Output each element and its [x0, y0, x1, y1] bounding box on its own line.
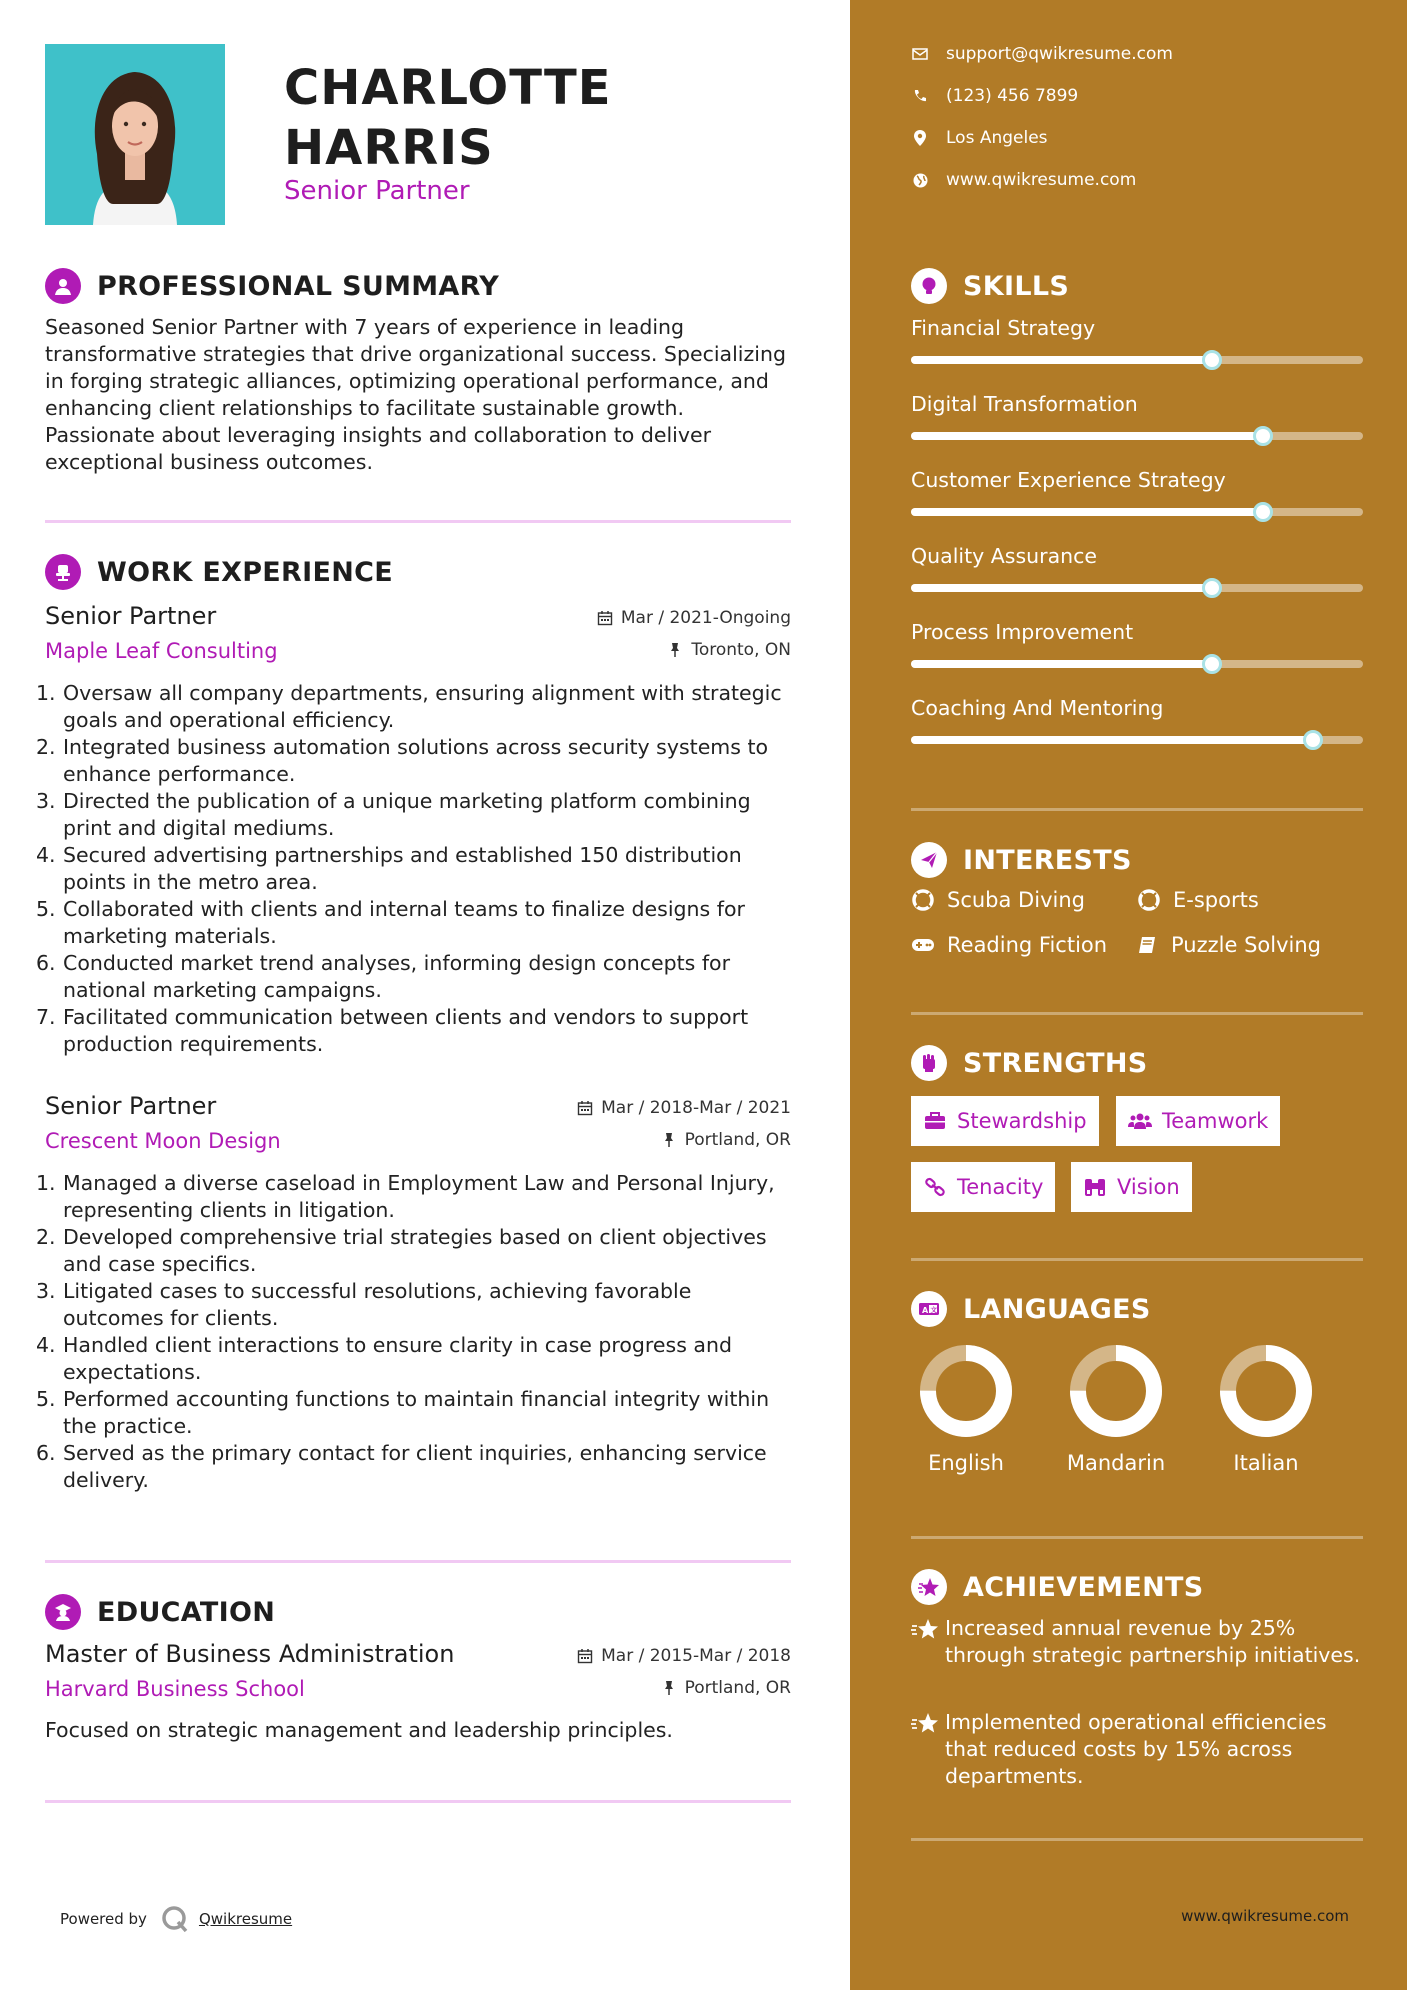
skill-bar [911, 584, 1363, 592]
graduate-icon [45, 1594, 81, 1630]
skill-bar-knob [1303, 730, 1323, 750]
job-duty-item [36, 950, 796, 1004]
contact-email[interactable] [911, 44, 1173, 64]
list-number: 6. [36, 951, 56, 975]
job-role: Senior Partner [45, 602, 217, 630]
pin-icon [661, 1680, 677, 1696]
work-heading: WORK EXPERIENCE [97, 556, 393, 588]
list-number: 1. [36, 681, 56, 705]
job-duty-text: Collaborated with clients and internal teams to finalize designs for marketing materials. [63, 897, 745, 948]
job-location [661, 1130, 791, 1150]
job-duty-text: Handled client interactions to ensure clarity in case progress and expectations. [63, 1333, 732, 1384]
skill-bar-fill [911, 584, 1212, 592]
envelope-icon [911, 45, 929, 63]
job-duty-text: Served as the primary contact for client inquiries, enhancing service delivery. [63, 1441, 767, 1492]
calendar-icon [577, 1648, 593, 1664]
skill-bar-knob [1253, 426, 1273, 446]
contact-website[interactable] [911, 170, 1136, 190]
skill-item [911, 468, 1363, 492]
work-section-header [45, 554, 393, 590]
list-number: 4. [36, 843, 56, 867]
life-ring-icon [1137, 888, 1161, 912]
education-location-text: Portland, OR [684, 1678, 791, 1698]
language-level-ring [1068, 1343, 1164, 1439]
interest-item [911, 888, 1085, 912]
life-ring-icon [911, 888, 935, 912]
education-location [661, 1678, 791, 1698]
sidebar-divider [911, 808, 1363, 811]
job-location [667, 640, 791, 660]
skill-bar [911, 508, 1363, 516]
job-date-text: Mar / 2018-Mar / 2021 [601, 1098, 791, 1118]
svg-text:A: A [922, 1306, 929, 1315]
job-date [597, 608, 791, 628]
phone-icon [911, 87, 929, 105]
divider [45, 520, 791, 523]
interests-section-header [911, 842, 1132, 878]
skill-item [911, 620, 1363, 644]
job-duty-text: Oversaw all company departments, ensuring alignment with strategic goals and operational efficiency. [63, 681, 782, 732]
job-location-text: Toronto, ON [691, 640, 791, 660]
education-heading: EDUCATION [97, 1596, 276, 1628]
skill-label: Financial Strategy [911, 316, 1096, 340]
sidebar-divider [911, 1838, 1363, 1841]
achievement-item [911, 1709, 1363, 1790]
job-duty-text: Performed accounting functions to maintain financial integrity within the practice. [63, 1387, 770, 1438]
list-number: 7. [36, 1005, 56, 1029]
footer-url[interactable]: www.qwikresume.com [1181, 1907, 1349, 1925]
interest-item [1135, 933, 1321, 957]
language-item [911, 1343, 1021, 1475]
calendar-icon [577, 1100, 593, 1116]
education-description: Focused on strategic management and leadership principles. [45, 1718, 673, 1742]
candidate-title: Senior Partner [284, 176, 470, 206]
job-duty-item [36, 896, 796, 950]
strength-label: Teamwork [1162, 1109, 1269, 1133]
language-icon [911, 1291, 947, 1327]
powered-by [60, 1905, 292, 1933]
job-company: Crescent Moon Design [45, 1129, 281, 1153]
contact-location-text: Los Angeles [946, 128, 1048, 148]
briefcase-icon [923, 1109, 947, 1133]
job-duties-list [36, 680, 796, 1058]
list-number: 2. [36, 735, 56, 759]
job-duty-text: Developed comprehensive trial strategies based on client objectives and case specifics. [63, 1225, 767, 1276]
language-name: Mandarin [1066, 1451, 1166, 1475]
skill-item [911, 316, 1363, 340]
strength-label: Stewardship [957, 1109, 1087, 1133]
list-number: 3. [36, 1279, 56, 1303]
job-date [577, 1098, 791, 1118]
skill-bar [911, 660, 1363, 668]
job-duty-text: Secured advertising partnerships and established 150 distribution points in the metro area. [63, 843, 742, 894]
strength-tag [911, 1162, 1055, 1212]
skill-bar-knob [1253, 502, 1273, 522]
pin-icon [661, 1132, 677, 1148]
job-company: Maple Leaf Consulting [45, 639, 278, 663]
job-duty-text: Litigated cases to successful resolutions, achieving favorable outcomes for clients. [63, 1279, 692, 1330]
job-role: Senior Partner [45, 1092, 217, 1120]
qwikresume-link[interactable]: Qwikresume [198, 1910, 293, 1928]
skill-bar-fill [911, 432, 1263, 440]
job-duty-item [36, 1004, 796, 1058]
globe-icon [911, 171, 929, 189]
languages-section-header [911, 1291, 1151, 1327]
list-number: 4. [36, 1333, 56, 1357]
interest-label: Reading Fiction [947, 933, 1108, 957]
strength-tag [1071, 1162, 1192, 1212]
job-location-text: Portland, OR [684, 1130, 791, 1150]
job-duty-item [36, 734, 796, 788]
star-badge-icon [911, 1569, 947, 1605]
list-number: 1. [36, 1171, 56, 1195]
skill-item [911, 544, 1363, 568]
job-duty-text: Managed a diverse caseload in Employment Law and Personal Injury, representing clients in litigation. [63, 1171, 775, 1222]
contact-website-text: www.qwikresume.com [946, 170, 1137, 190]
link-icon [923, 1175, 947, 1199]
svg-text:文: 文 [930, 1306, 937, 1314]
achievements-section-header [911, 1569, 1204, 1605]
skill-label: Coaching And Mentoring [911, 696, 1164, 720]
qwikresume-logo-icon [161, 1905, 189, 1933]
skill-item [911, 696, 1363, 720]
skill-label: Digital Transformation [911, 392, 1138, 416]
skill-bar [911, 432, 1363, 440]
job-duty-text: Conducted market trend analyses, informing design concepts for national marketing campaigns. [63, 951, 731, 1002]
job-duty-item [36, 1440, 796, 1494]
skill-bar-fill [911, 508, 1263, 516]
sidebar-divider [911, 1012, 1363, 1015]
language-name: English [928, 1451, 1004, 1475]
name-first: CHARLOTTE [284, 60, 612, 116]
skill-item [911, 392, 1363, 416]
users-icon [1128, 1109, 1152, 1133]
language-item [1061, 1343, 1171, 1475]
calendar-icon [597, 610, 613, 626]
pin-icon [667, 642, 683, 658]
strengths-section-header [911, 1045, 1148, 1081]
contact-phone[interactable] [911, 86, 1078, 106]
skills-section-header [911, 268, 1069, 304]
paper-plane-icon [911, 842, 947, 878]
job-duties-list [36, 1170, 796, 1494]
user-icon [45, 268, 81, 304]
briefcase-chair-icon [45, 554, 81, 590]
contact-email-text: support@qwikresume.com [946, 44, 1173, 64]
book-icon [1135, 933, 1159, 957]
interest-item [1137, 888, 1259, 912]
list-number: 2. [36, 1225, 56, 1249]
interest-label: E-sports [1173, 888, 1259, 912]
skill-label: Customer Experience Strategy [911, 468, 1226, 492]
list-number: 5. [36, 897, 56, 921]
degree: Master of Business Administration [45, 1640, 455, 1668]
achievements-heading: ACHIEVEMENTS [963, 1571, 1204, 1603]
job-duty-item [36, 1332, 796, 1386]
strength-label: Tenacity [957, 1175, 1044, 1199]
job-date-text: Mar / 2021-Ongoing [620, 608, 791, 628]
education-section-header [45, 1594, 275, 1630]
sidebar-divider [911, 1536, 1363, 1539]
list-number: 5. [36, 1387, 56, 1411]
summary-heading: PROFESSIONAL SUMMARY [97, 270, 500, 302]
interests-heading: INTERESTS [963, 844, 1132, 876]
education-date-text: Mar / 2015-Mar / 2018 [601, 1646, 791, 1666]
school: Harvard Business School [45, 1677, 305, 1701]
skills-heading: SKILLS [963, 270, 1070, 302]
language-level-ring [918, 1343, 1014, 1439]
job-duty-text: Directed the publication of a unique marketing platform combining print and digital mediums. [63, 789, 751, 840]
star-icon [911, 1709, 945, 1790]
summary-section-header [45, 268, 499, 304]
gamepad-icon [911, 933, 935, 957]
skill-label: Quality Assurance [911, 544, 1098, 568]
job-duty-item [36, 1278, 796, 1332]
interest-label: Puzzle Solving [1171, 933, 1321, 957]
job-duty-text: Facilitated communication between clients and vendors to support production requirements. [63, 1005, 749, 1056]
profile-photo [45, 44, 225, 225]
job-duty-item [36, 1170, 796, 1224]
language-name: Italian [1233, 1451, 1299, 1475]
achievement-text: Increased annual revenue by 25% through strategic partnership initiatives. [945, 1616, 1361, 1667]
map-marker-icon [911, 129, 929, 147]
skill-bar-fill [911, 356, 1212, 364]
lightbulb-icon [911, 268, 947, 304]
summary-text: Seasoned Senior Partner with 7 years of experience in leading transformative strategies that drive organizational success. Specializing in forging strategic alliances, optimizing operational performance, and enhancing client relationships to facilitate sustainable growth. Passionate about leveraging insights and collaboration to deliver exceptional business outcomes. [45, 315, 786, 474]
education-date [577, 1646, 791, 1666]
contact-location [911, 128, 1048, 148]
binoculars-icon [1083, 1175, 1107, 1199]
skill-bar-fill [911, 736, 1313, 744]
fist-icon [911, 1045, 947, 1081]
skill-bar [911, 736, 1363, 744]
job-duty-item [36, 1386, 796, 1440]
strengths-heading: STRENGTHS [963, 1047, 1148, 1079]
language-level-ring [1218, 1343, 1314, 1439]
job-duty-item [36, 1224, 796, 1278]
job-duty-item [36, 788, 796, 842]
contact-phone-text: (123) 456 7899 [946, 86, 1079, 106]
job-duty-item [36, 842, 796, 896]
divider [45, 1560, 791, 1563]
job-duty-text: Integrated business automation solutions across security systems to enhance performance. [63, 735, 769, 786]
job-duty-item [36, 680, 796, 734]
interest-label: Scuba Diving [947, 888, 1085, 912]
powered-by-label: Powered by [60, 1910, 147, 1928]
strength-tag [911, 1096, 1099, 1146]
achievement-item [911, 1615, 1363, 1669]
languages-heading: LANGUAGES [963, 1293, 1151, 1325]
list-number: 6. [36, 1441, 56, 1465]
achievement-text: Implemented operational efficiencies that reduced costs by 15% across departments. [945, 1710, 1327, 1788]
strength-label: Vision [1117, 1175, 1180, 1199]
strength-tag [1116, 1096, 1280, 1146]
candidate-name [284, 58, 612, 178]
list-number: 3. [36, 789, 56, 813]
sidebar-divider [911, 1258, 1363, 1261]
interest-item [911, 933, 1107, 957]
star-icon [911, 1615, 945, 1669]
skill-bar [911, 356, 1363, 364]
divider [45, 1800, 791, 1803]
language-item [1211, 1343, 1321, 1475]
skill-label: Process Improvement [911, 620, 1134, 644]
name-last: HARRIS [284, 120, 494, 176]
skill-bar-fill [911, 660, 1212, 668]
